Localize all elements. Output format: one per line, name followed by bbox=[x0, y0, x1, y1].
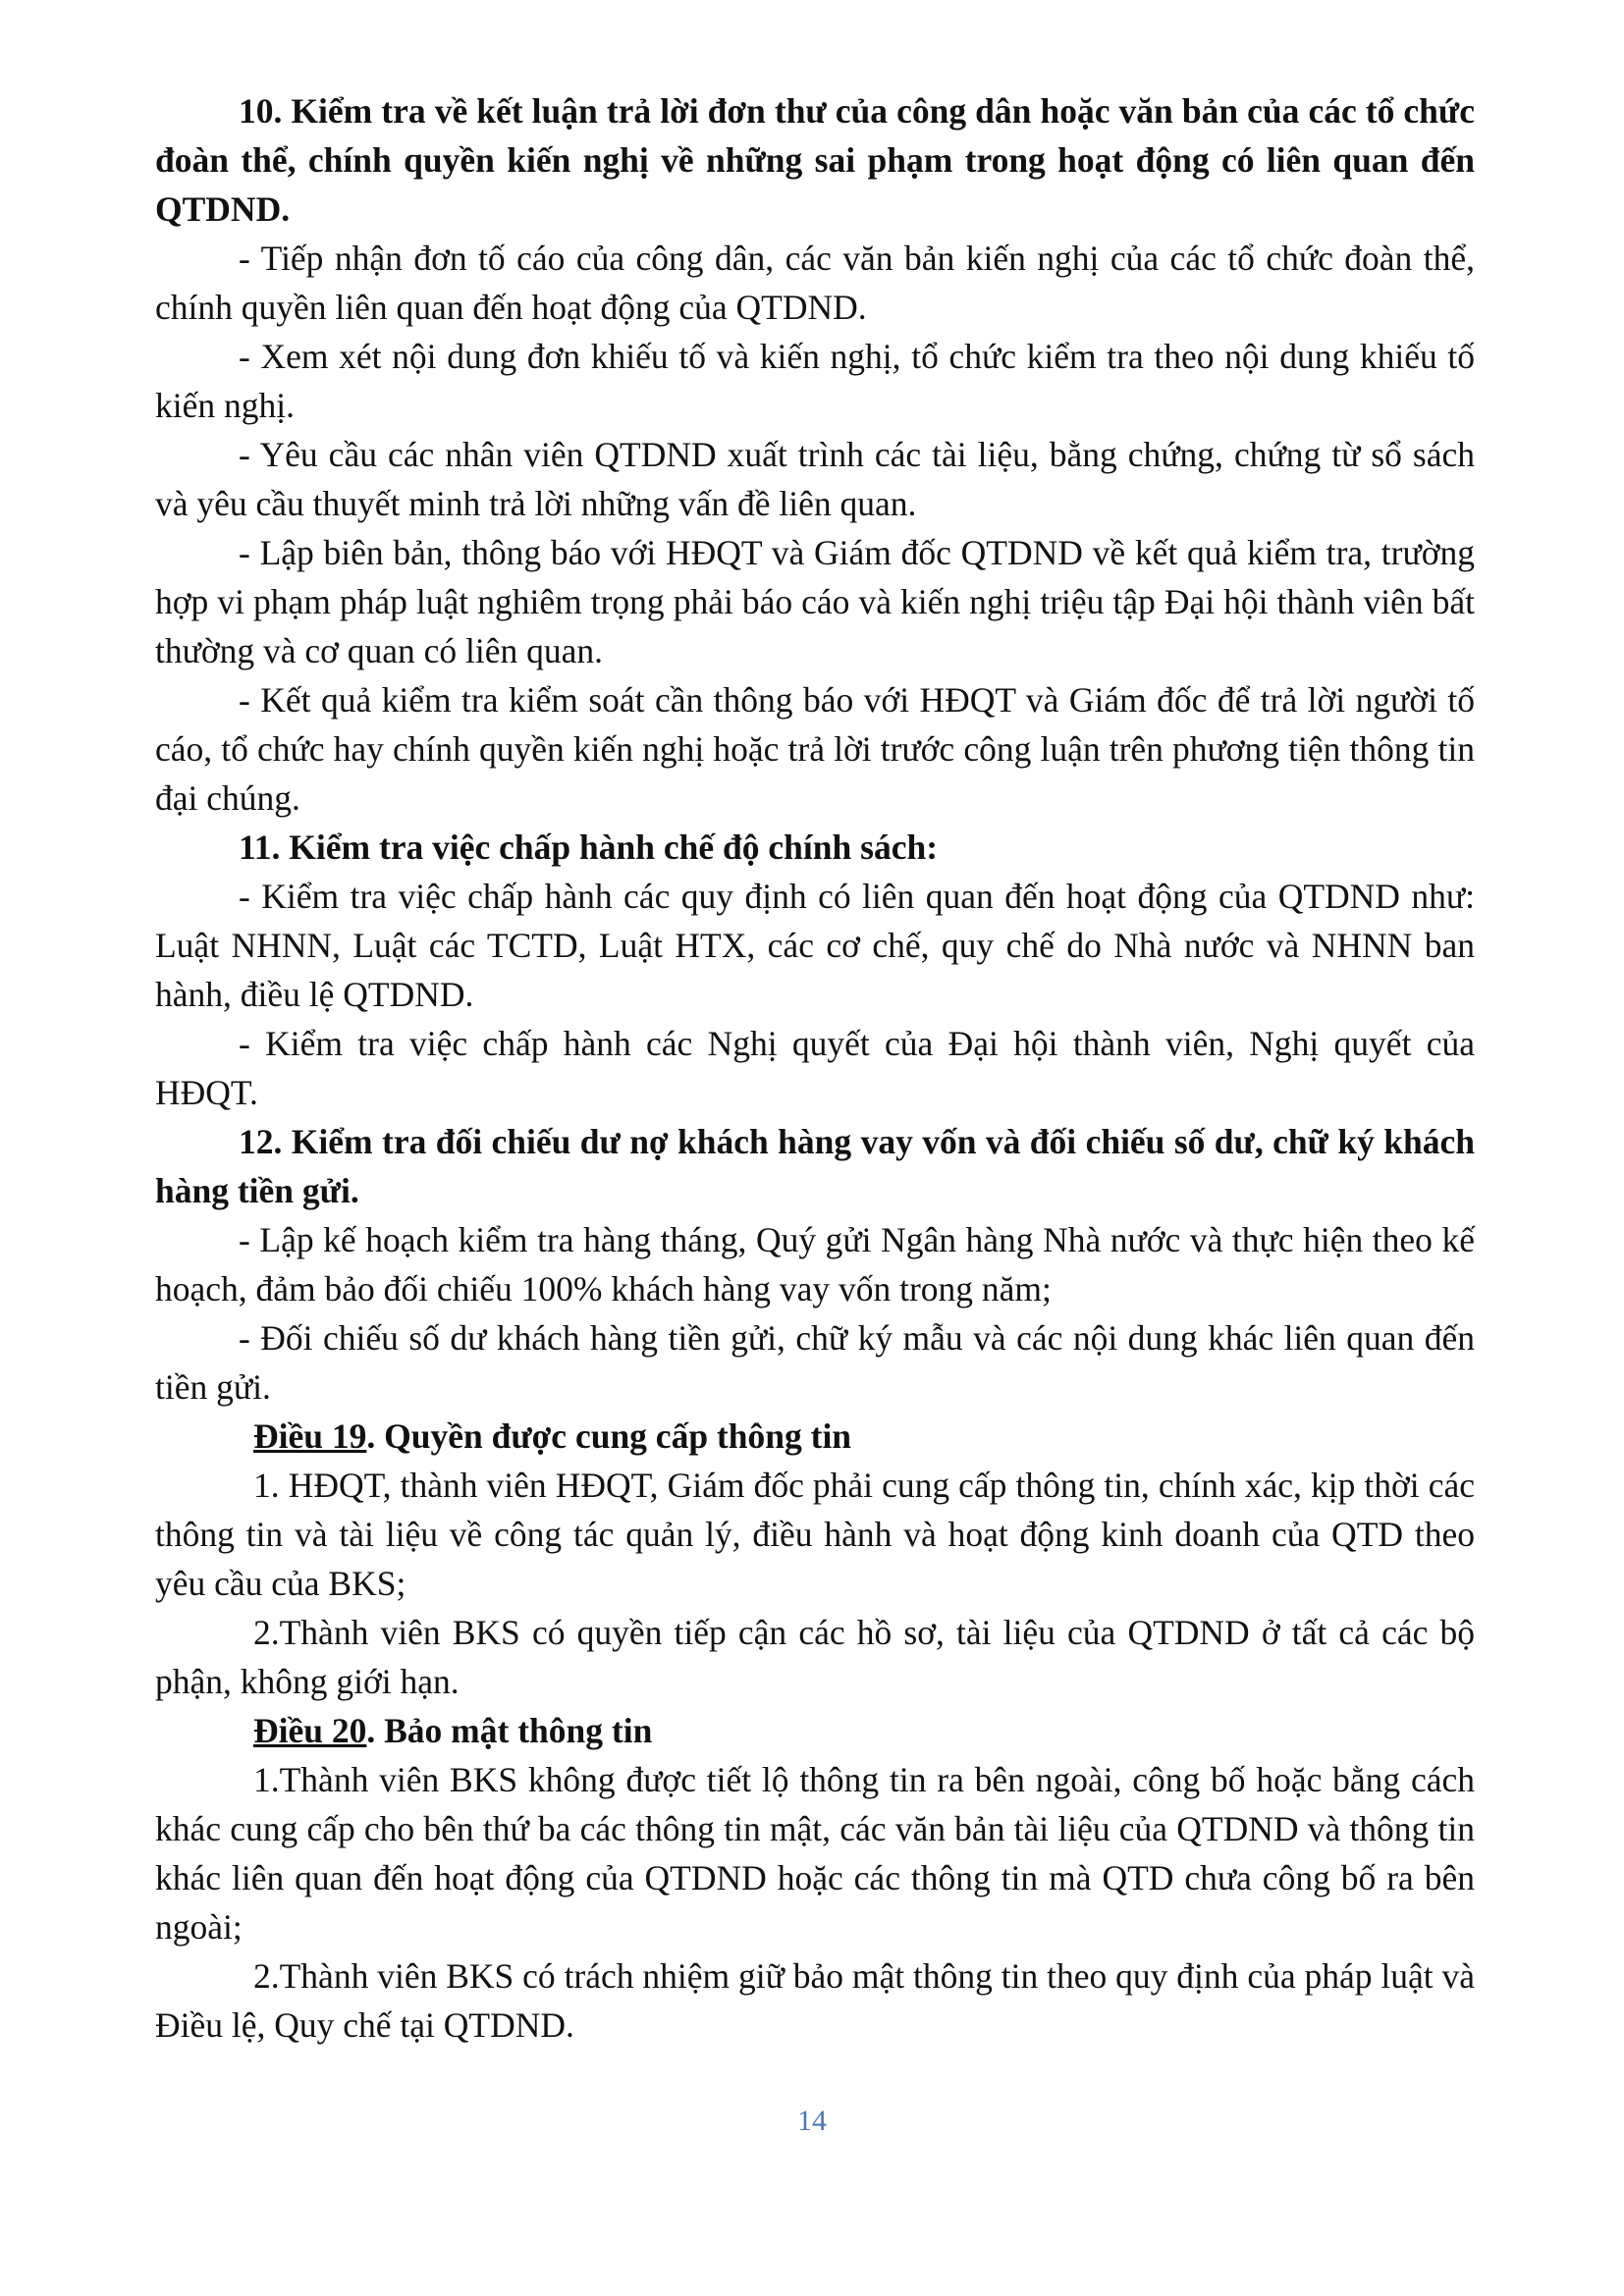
article-19-clause: 1. HĐQT, thành viên HĐQT, Giám đốc phải cung cấp thông tin, chính xác, kịp thời các thông tin và tài liệu về công tác quản lý, điều hành và hoạt động kinh doanh của QTD theo yêu cầu của BKS; bbox=[155, 1466, 1475, 1603]
article-20-number: Điều 20 bbox=[253, 1711, 367, 1750]
section-12-item: - Đối chiếu số dư khách hàng tiền gửi, chữ ký mẫu và các nội dung khác liên quan đến tiền gửi. bbox=[155, 1318, 1475, 1407]
article-19-heading bbox=[155, 1412, 1475, 1461]
document-page bbox=[155, 86, 1475, 2050]
section-10-item: - Kết quả kiểm tra kiểm soát cần thông báo với HĐQT và Giám đốc để trả lời người tố cáo, tổ chức hay chính quyền kiến nghị hoặc trả lời trước công luận trên phương tiện thông tin đại chúng. bbox=[155, 680, 1475, 818]
article-19-number: Điều 19 bbox=[253, 1416, 367, 1456]
section-12-item: - Lập kế hoạch kiểm tra hàng tháng, Quý gửi Ngân hàng Nhà nước và thực hiện theo kế hoạch, đảm bảo đối chiếu 100% khách hàng vay vốn trong năm; bbox=[155, 1220, 1475, 1308]
page-number: 14 bbox=[797, 2105, 827, 2137]
section-12-heading: 12. Kiểm tra đối chiếu dư nợ khách hàng vay vốn và đối chiếu số dư, chữ ký khách hàng tiền gửi. bbox=[155, 1122, 1475, 1210]
section-10-item: - Xem xét nội dung đơn khiếu tố và kiến nghị, tổ chức kiểm tra theo nội dung khiếu tố kiến nghị. bbox=[155, 337, 1475, 425]
article-20-clause: 2.Thành viên BKS có trách nhiệm giữ bảo mật thông tin theo quy định của pháp luật và Điều lệ, Quy chế tại QTDND. bbox=[155, 1956, 1475, 2045]
article-20-clause: 1.Thành viên BKS không được tiết lộ thông tin ra bên ngoài, công bố hoặc bằng cách khác cung cấp cho bên thứ ba các thông tin mật, các văn bản tài liệu của QTDND và thông tin khác liên quan đến hoạt động của QTDND hoặc các thông tin mà QTD chưa công bố ra bên ngoài; bbox=[155, 1760, 1475, 1947]
section-11-item: - Kiểm tra việc chấp hành các Nghị quyết của Đại hội thành viên, Nghị quyết của HĐQT. bbox=[155, 1024, 1475, 1112]
section-10-heading: 10. Kiểm tra về kết luận trả lời đơn thư của công dân hoặc văn bản của các tổ chức đoàn thể, chính quyền kiến nghị về những sai phạm trong hoạt động có liên quan đến QTDND. bbox=[155, 91, 1475, 229]
section-11-heading: 11. Kiểm tra việc chấp hành chế độ chính sách: bbox=[239, 828, 939, 867]
section-10-item: - Yêu cầu các nhân viên QTDND xuất trình các tài liệu, bằng chứng, chứng từ sổ sách và yêu cầu thuyết minh trả lời những vấn đề liên quan. bbox=[155, 435, 1475, 523]
article-19-clause: 2.Thành viên BKS có quyền tiếp cận các hồ sơ, tài liệu của QTDND ở tất cả các bộ phận, không giới hạn. bbox=[155, 1613, 1475, 1701]
section-10-item: - Lập biên bản, thông báo với HĐQT và Giám đốc QTDND về kết quả kiểm tra, trường hợp vi phạm pháp luật nghiêm trọng phải báo cáo và kiến nghị triệu tập Đại hội thành viên bất thường và cơ quan có liên quan. bbox=[155, 533, 1475, 670]
section-10-item: - Tiếp nhận đơn tố cáo của công dân, các văn bản kiến nghị của các tổ chức đoàn thể, chính quyền liên quan đến hoạt động của QTDND. bbox=[155, 239, 1475, 327]
section-11-item: - Kiểm tra việc chấp hành các quy định có liên quan đến hoạt động của QTDND như: Luật NHNN, Luật các TCTD, Luật HTX, các cơ chế, quy chế do Nhà nước và NHNN ban hành, điều lệ QTDND. bbox=[155, 877, 1475, 1014]
article-20-title: . Bảo mật thông tin bbox=[366, 1711, 653, 1750]
article-20-heading bbox=[155, 1706, 1475, 1755]
article-19-title: . Quyền được cung cấp thông tin bbox=[366, 1416, 852, 1456]
